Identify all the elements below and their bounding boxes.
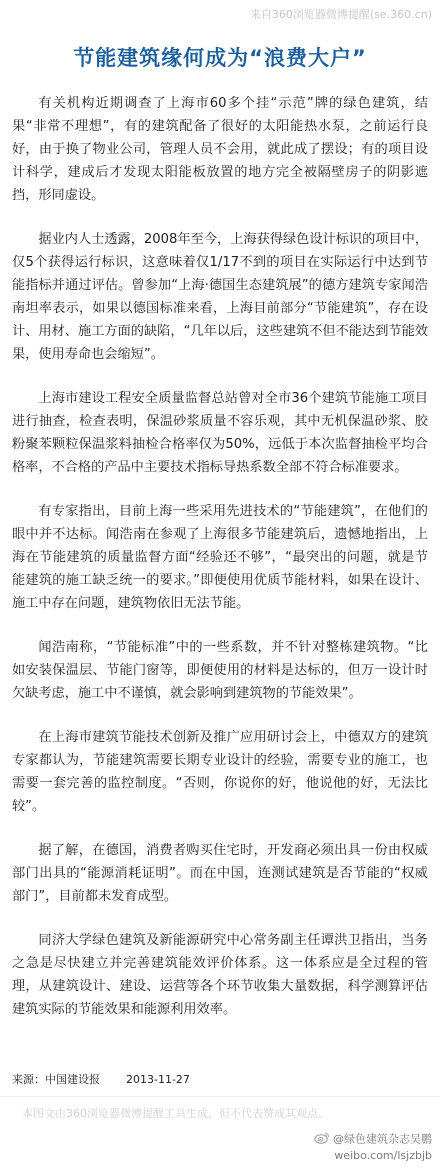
footer-disclaimer: 本图文由360浏览器微博提醒工具生成，但不代表赞成其观点。 bbox=[22, 1107, 329, 1120]
article-paragraph: 同济大学绿色建筑及新能源研究中心常务副主任谭洪卫指出，当务之急是尽快建立并完善建筑能效评价体系。这一体系应是全过程的管理，从建筑设计、建设、运营等各个环节收集大量数据，科学测算评估建筑实际的节能效果和能源利用效率。 bbox=[12, 933, 428, 1017]
weibo-name-row bbox=[314, 1131, 432, 1148]
article-title: 节能建筑缘何成为“浪费大户” bbox=[73, 46, 367, 70]
weibo-account-name[interactable]: @绿色建筑杂志吴鹏 bbox=[333, 1132, 432, 1146]
article-body bbox=[12, 92, 428, 1042]
article-paragraph: 据业内人士透露，2008年至今，上海获得绿色设计标识的项目中，仅5个获得运行标识，这意味着仅1/17不到的项目在实际运行中达到节能指标并通过评估。曾参加“上海·德国生态建筑展”的德方建筑专家闻浩南坦率表示，如果以德国标准来看，上海目前部分“节能建筑”，存在设计、用材、施工方面的缺陷，“几年以后，这些建筑不但不能达到节能效果，使用寿命也会缩短”。 bbox=[12, 232, 429, 362]
footer-divider bbox=[0, 1096, 440, 1097]
article-paragraph: 据了解，在德国，消费者购买住宅时，开发商必须出具一份由权威部门出具的“能源消耗证明”。而在中国，连测试建筑是否节能的“权威部门”，目前都未发育成型。 bbox=[12, 843, 428, 904]
article-paragraph: 在上海市建筑节能技术创新及推广应用研讨会上，中德双方的建筑专家都认为，节能建筑需要长期专业设计的经验，需要专业的施工，也需要一套完善的监控制度。“否则，你说你的好，他说他的好，无法比较”。 bbox=[12, 730, 428, 814]
article-paragraph: 闻浩南称，“节能标准”中的一些系数，并不针对整栋建筑物。“比如安装保温层、节能门窗等，即便使用的材料是达标的，但万一设计时欠缺考虑，施工中不谨慎，就会影响到建筑物的节能效果”。 bbox=[12, 640, 428, 701]
browser-watermark: 来自360浏览器微博提醒(se.360.cn) bbox=[249, 8, 432, 21]
weibo-signature bbox=[314, 1131, 432, 1164]
weibo-url[interactable]: weibo.com/lsjzbjb bbox=[334, 1149, 432, 1162]
article-source-line bbox=[12, 1071, 190, 1087]
article-paragraph: 上海市建设工程安全质量监督总站曾对全市36个建筑节能施工项目进行抽查，检查表明，保温砂浆质量不容乐观，其中无机保温砂浆、胶粉聚苯颗粒保温浆料抽检合格率仅为50%，远低于本次监督抽检平均合格率，不合格的产品中主要技术指标导热系数全部不符合标准要求。 bbox=[12, 391, 428, 475]
article-date: 2013-11-27 bbox=[126, 1073, 190, 1086]
weibo-logo-icon bbox=[314, 1131, 330, 1148]
article-paragraph: 有关机构近期调查了上海市60多个挂“示范”牌的绿色建筑，结果“非常不理想”，有的建筑配备了很好的太阳能热水泵，之前运行良好，由于换了物业公司，管理人员不会用，就此成了摆设；有的项目设计科学，建成后才发现太阳能板放置的地方完全被隔壁房子的阴影遮挡，形同虚设。 bbox=[12, 96, 428, 203]
article-source: 来源：中国建设报 bbox=[12, 1073, 100, 1086]
article-paragraph: 有专家指出，目前上海一些采用先进技术的“节能建筑”，在他们的眼中并不达标。闻浩南在参观了上海很多节能建筑后，遗憾地指出，上海在节能建筑的质量监督方面“经验还不够”，“最突出的问题，就是节能建筑的施工缺乏统一的要求。”即便使用优质节能材料，如果在设计、施工中存在问题，建筑物依旧无法节能。 bbox=[12, 504, 428, 611]
